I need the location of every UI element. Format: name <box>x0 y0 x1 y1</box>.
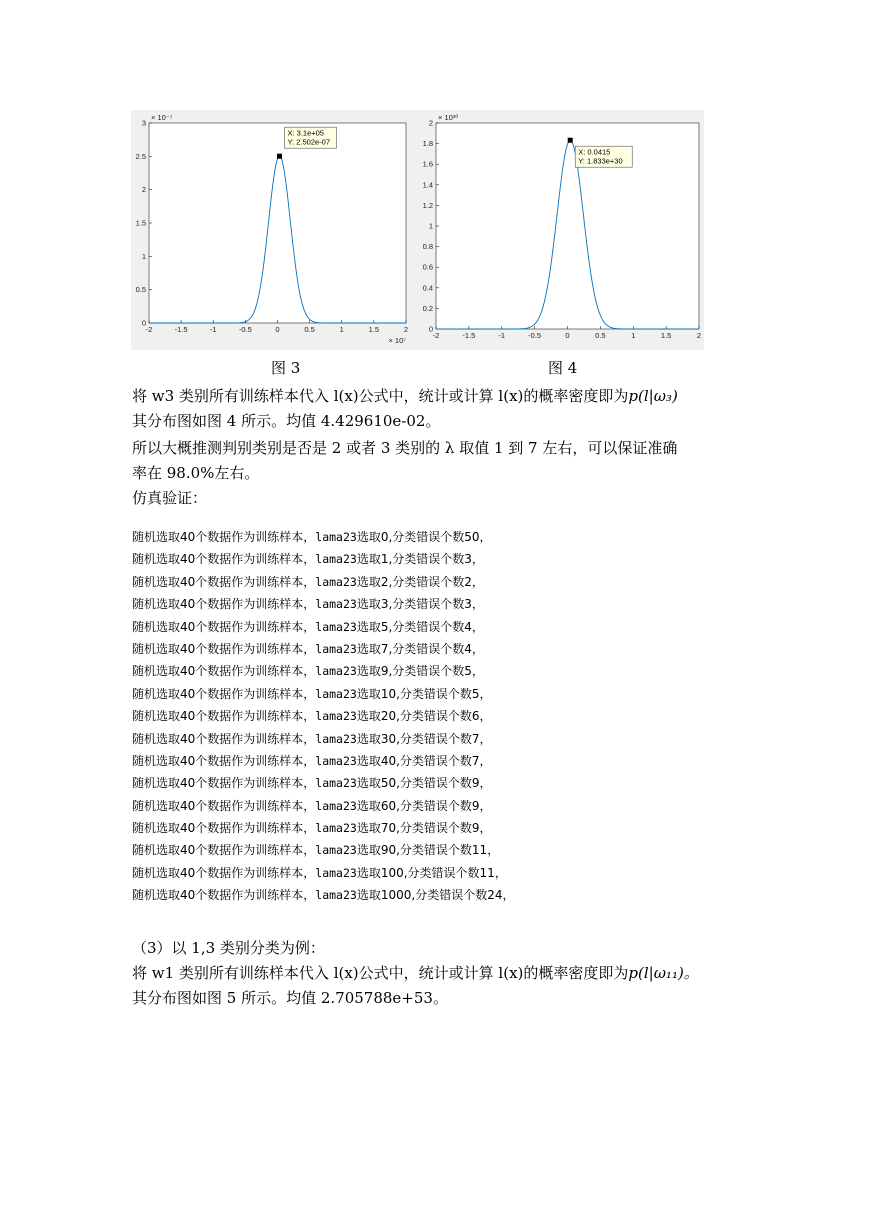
figure-4 <box>423 110 704 350</box>
lambda-value: 选取0 <box>356 530 389 544</box>
lambda-variable: lama23 <box>315 843 357 858</box>
x-tick-label: 1.5 <box>660 331 672 340</box>
simulation-row <box>132 548 514 570</box>
lambda-value: 选取1000 <box>356 888 412 903</box>
row-prefix: 随机选取40个数据作为训练样本， <box>132 798 316 813</box>
y-tick-label: 2 <box>428 118 433 128</box>
datatip-x-label: X: 0.0415 <box>578 147 611 157</box>
lambda-variable: lama23 <box>315 619 357 634</box>
simulation-row <box>132 660 514 682</box>
lambda-variable: lama23 <box>315 709 357 724</box>
row-prefix: 随机选取40个数据作为训练样本， <box>132 843 316 858</box>
error-count: ,分类错误个数5， <box>388 664 484 679</box>
simulation-row <box>132 772 514 794</box>
figure-4-caption: 图 4 <box>548 359 578 377</box>
y-tick-label: 1.5 <box>135 218 146 228</box>
x-tick-label: 0.5 <box>595 331 606 340</box>
error-count: ,分类错误个数9， <box>396 821 492 836</box>
plot-area <box>436 123 699 329</box>
y-tick-label: 0.2 <box>423 303 433 313</box>
row-prefix: 随机选取40个数据作为训练样本， <box>132 641 316 656</box>
simulation-row <box>132 817 514 839</box>
lambda-variable: lama23 <box>315 597 357 612</box>
paragraph-w1 <box>132 936 772 1011</box>
paragraph-w3 <box>132 384 772 434</box>
row-prefix: 随机选取40个数据作为训练样本， <box>132 619 316 634</box>
error-count: ,分类错误个数4， <box>388 641 484 656</box>
x-tick-label: 1.5 <box>368 325 380 334</box>
y-tick-label: 0.8 <box>423 242 433 252</box>
lambda-value: 选取7 <box>356 641 389 656</box>
lambda-value: 选取60 <box>356 798 397 813</box>
text-line <box>132 936 772 961</box>
lambda-value: 选取30 <box>356 731 397 746</box>
x-tick-label: -1.5 <box>174 325 188 334</box>
simulation-row <box>132 638 514 660</box>
text-run: 其分布图如图 5 所示。均值 2.705788e+53。 <box>132 989 448 1007</box>
y-tick-label: 1.8 <box>423 139 433 149</box>
row-prefix: 随机选取40个数据作为训练样本， <box>132 821 316 836</box>
x-tick-label: 2 <box>403 325 409 334</box>
lambda-variable: lama23 <box>315 574 357 589</box>
x-tick-label: 0 <box>275 325 280 334</box>
datatip-x-label: X: 3.1e+05 <box>287 128 324 138</box>
error-count: ,分类错误个数4， <box>388 619 484 634</box>
simulation-row <box>132 884 514 906</box>
math-formula: p(l|ω₃) <box>628 387 678 405</box>
text-line: 所以大概推测判别类别是否是 2 或者 3 类别的 λ 取值 1 到 7 左右，可以保证准确 <box>132 439 678 457</box>
lambda-variable: lama23 <box>315 888 357 903</box>
lambda-variable: lama23 <box>315 798 357 813</box>
x-tick-label: -2 <box>145 325 153 334</box>
figure-3-plot <box>131 110 423 350</box>
error-count: ,分类错误个数50， <box>388 530 492 544</box>
x-tick-label: 1 <box>631 331 636 340</box>
lambda-value: 选取5 <box>356 619 389 634</box>
y-tick-label: 2 <box>141 185 146 195</box>
text-run: 将 w1 类别所有训练样本代入 l(x)公式中，统计或计算 l(x)的概率密度即为 <box>132 964 629 982</box>
simulation-row <box>132 795 514 817</box>
row-prefix: 随机选取40个数据作为训练样本， <box>132 731 316 746</box>
row-prefix: 随机选取40个数据作为训练样本， <box>132 574 316 589</box>
simulation-row <box>132 862 514 884</box>
lambda-variable: lama23 <box>315 686 357 701</box>
text-line <box>132 409 772 434</box>
lambda-variable: lama23 <box>315 776 357 791</box>
x-tick-label: -1 <box>498 331 506 340</box>
x-tick-label: -0.5 <box>238 325 252 334</box>
error-count: ,分类错误个数11， <box>396 843 500 858</box>
error-count: ,分类错误个数3， <box>388 597 484 612</box>
x-tick-label: 1 <box>339 325 344 334</box>
y-tick-label: 1 <box>428 221 433 231</box>
error-count: ,分类错误个数7， <box>396 731 492 746</box>
y-tick-label: 1.6 <box>423 159 433 169</box>
error-count: ,分类错误个数5， <box>396 686 492 701</box>
x-tick-label: -0.5 <box>528 331 542 340</box>
lambda-variable: lama23 <box>315 641 357 656</box>
y-exponent-label: × 10³⁰ <box>438 113 459 122</box>
lambda-value: 选取20 <box>356 709 397 724</box>
simulation-row <box>132 683 514 705</box>
text-run: 将 w3 类别所有训练样本代入 l(x)公式中，统计或计算 l(x)的概率密度即为 <box>132 387 629 405</box>
y-tick-label: 0.4 <box>423 283 433 293</box>
lambda-value: 选取3 <box>356 597 389 612</box>
text-line <box>132 384 772 409</box>
row-prefix: 随机选取40个数据作为训练样本， <box>132 686 316 701</box>
text-run: （3）以 1,3 类别分类为例： <box>132 939 325 957</box>
error-count: ,分类错误个数3， <box>388 552 484 567</box>
datatip-y-label: Y: 2.502e-07 <box>287 137 331 147</box>
error-count: ,分类错误个数6， <box>396 709 492 724</box>
y-exponent-label: × 10⁻⁷ <box>151 113 173 122</box>
y-tick-label: 1.4 <box>423 180 433 190</box>
error-count: ,分类错误个数7， <box>396 753 492 768</box>
x-tick-label: 2 <box>696 331 702 340</box>
error-count: ,分类错误个数24， <box>411 888 515 903</box>
text-run: 其分布图如图 4 所示。均值 4.429610e-02。 <box>132 412 441 430</box>
x-exponent-label: × 10⁷ <box>388 336 406 345</box>
plot-area <box>149 123 406 323</box>
row-prefix: 随机选取40个数据作为训练样本， <box>132 597 316 612</box>
error-count: ,分类错误个数2， <box>388 574 484 589</box>
paragraph-conclusion <box>132 436 772 511</box>
error-count: ,分类错误个数11， <box>403 865 507 880</box>
x-tick-label: -2 <box>432 331 440 340</box>
simulation-row <box>132 839 514 861</box>
text-line <box>132 986 772 1011</box>
simulation-output <box>132 526 514 907</box>
simulation-row <box>132 705 514 727</box>
simulation-row <box>132 616 514 638</box>
datatip-marker <box>277 154 282 159</box>
text-line: 率在 98.0%左右。 <box>132 464 260 482</box>
x-tick-label: 0 <box>565 331 570 340</box>
x-tick-label: -1 <box>209 325 217 334</box>
row-prefix: 随机选取40个数据作为训练样本， <box>132 530 316 544</box>
simulation-row <box>132 571 514 593</box>
lambda-variable: lama23 <box>315 530 357 544</box>
datatip-y-label: Y: 1.833e+30 <box>578 156 623 166</box>
y-tick-label: 1 <box>141 251 146 261</box>
math-formula: p(l|ω₁₁)。 <box>628 964 699 982</box>
figure-3 <box>131 110 423 350</box>
figure-3-caption: 图 3 <box>271 359 301 377</box>
y-tick-label: 0 <box>428 324 433 334</box>
lambda-value: 选取90 <box>356 843 397 858</box>
lambda-value: 选取40 <box>356 753 397 768</box>
lambda-variable: lama23 <box>315 731 357 746</box>
lambda-variable: lama23 <box>315 821 357 836</box>
error-count: ,分类错误个数9， <box>396 776 492 791</box>
simulation-row <box>132 526 514 548</box>
lambda-value: 选取100 <box>356 865 404 880</box>
lambda-value: 选取10 <box>356 686 397 701</box>
simulation-row <box>132 750 514 772</box>
row-prefix: 随机选取40个数据作为训练样本， <box>132 865 316 880</box>
lambda-variable: lama23 <box>315 865 357 880</box>
row-prefix: 随机选取40个数据作为训练样本， <box>132 753 316 768</box>
y-tick-label: 0.5 <box>135 285 146 295</box>
x-tick-label: -1.5 <box>462 331 476 340</box>
y-tick-label: 1.2 <box>423 200 433 210</box>
x-tick-label: 0.5 <box>304 325 315 334</box>
lambda-value: 选取1 <box>356 552 389 567</box>
lambda-value: 选取2 <box>356 574 389 589</box>
y-tick-label: 0.6 <box>423 262 433 272</box>
lambda-variable: lama23 <box>315 552 357 567</box>
lambda-variable: lama23 <box>315 664 357 679</box>
datatip-marker <box>568 138 573 143</box>
row-prefix: 随机选取40个数据作为训练样本， <box>132 776 316 791</box>
text-line: 仿真验证： <box>132 489 208 507</box>
simulation-row <box>132 728 514 750</box>
lambda-value: 选取50 <box>356 776 397 791</box>
lambda-value: 选取70 <box>356 821 397 836</box>
row-prefix: 随机选取40个数据作为训练样本， <box>132 709 316 724</box>
row-prefix: 随机选取40个数据作为训练样本， <box>132 664 316 679</box>
lambda-value: 选取9 <box>356 664 389 679</box>
figure-4-plot <box>423 110 704 350</box>
row-prefix: 随机选取40个数据作为训练样本， <box>132 552 316 567</box>
row-prefix: 随机选取40个数据作为训练样本， <box>132 888 316 903</box>
simulation-row <box>132 593 514 615</box>
text-line <box>132 961 772 986</box>
error-count: ,分类错误个数9， <box>396 798 492 813</box>
y-tick-label: 0 <box>141 318 146 328</box>
y-tick-label: 2.5 <box>135 151 146 161</box>
lambda-variable: lama23 <box>315 753 357 768</box>
y-tick-label: 3 <box>141 118 146 128</box>
